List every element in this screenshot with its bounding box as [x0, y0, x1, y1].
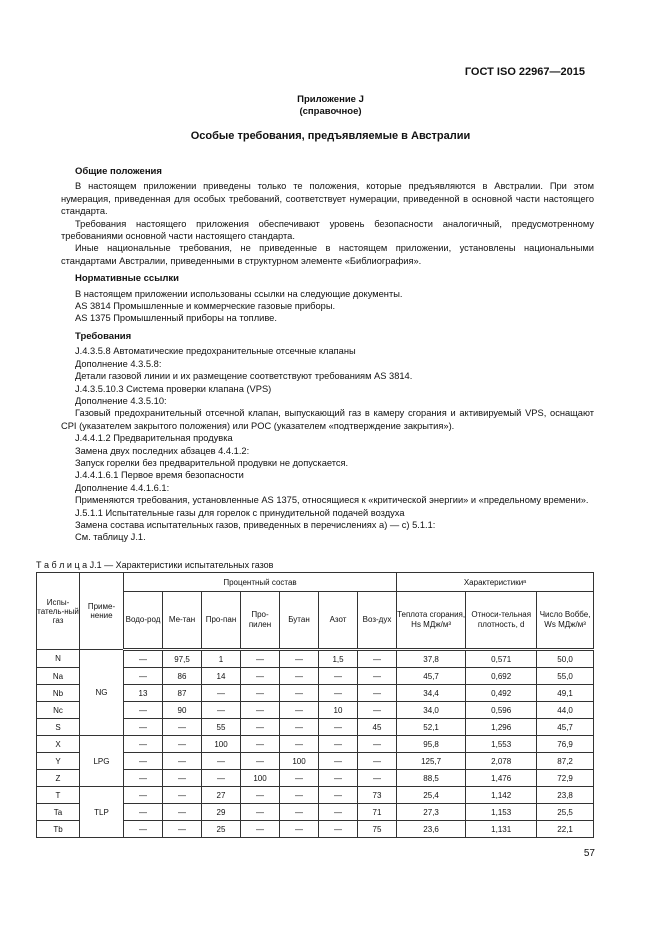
table-cell: Ta	[37, 804, 80, 821]
table-cell: 34,0	[397, 702, 466, 719]
paragraph: Замена двух последних абзацев 4.4.1.2:	[75, 445, 250, 456]
appendix-title: Приложение J	[297, 94, 364, 105]
table-cell: —	[319, 821, 358, 838]
table-cell: Nb	[37, 685, 80, 702]
table-cell: —	[280, 650, 319, 668]
table-cell: —	[124, 650, 163, 668]
standard-header: ГОСТ ISO 22967—2015	[464, 66, 585, 78]
table-row	[37, 650, 594, 668]
table-cell: 29	[202, 804, 241, 821]
paragraph: J.5.1.1 Испытательные газы для горелок с принудительной подачей воздуха	[75, 507, 405, 518]
section-heading: Нормативные ссылки	[75, 273, 179, 285]
table-cell: —	[124, 804, 163, 821]
header-component: Азот	[319, 592, 358, 650]
table-cell: 87	[163, 685, 202, 702]
table-cell: 45,7	[537, 719, 594, 736]
table-cell: 13	[124, 685, 163, 702]
table-cell: —	[280, 770, 319, 787]
table-cell: —	[241, 804, 280, 821]
table-cell: —	[358, 668, 397, 685]
table-cell: —	[124, 753, 163, 770]
table-cell: 100	[241, 770, 280, 787]
table-cell: —	[358, 650, 397, 668]
header-component: Про-пан	[202, 592, 241, 650]
table-cell: —	[358, 685, 397, 702]
table-cell: 1,131	[466, 821, 537, 838]
table-cell: 75	[358, 821, 397, 838]
paragraph: Применяются требования, установленные AS 1375, относящиеся к «критической энергии» и «предельному времени».	[75, 495, 589, 506]
table-cell: —	[280, 787, 319, 804]
table-cell: 88,5	[397, 770, 466, 787]
table-cell: S	[37, 719, 80, 736]
paragraph: AS 1375 Промышленный приборы на топливе.	[75, 313, 277, 324]
table-cell: 1	[202, 650, 241, 668]
table-cell: 55	[202, 719, 241, 736]
table-cell: 71	[358, 804, 397, 821]
table-cell: —	[319, 770, 358, 787]
paragraph: В настоящем приложении использованы ссылки на следующие документы.	[75, 288, 403, 299]
table-cell: 2,078	[466, 753, 537, 770]
header-application: Приме-нение	[80, 573, 124, 650]
table-cell: —	[163, 736, 202, 753]
table-cell: 76,9	[537, 736, 594, 753]
table-cell: 1,476	[466, 770, 537, 787]
paragraph: Детали газовой линии и их размещение соответствуют требованиям AS 3814.	[75, 371, 413, 382]
table-cell: 1,142	[466, 787, 537, 804]
header-component: Бутан	[280, 592, 319, 650]
table-cell: —	[241, 650, 280, 668]
table-cell: —	[241, 668, 280, 685]
paragraph: Запуск горелки без предварительной продувки не допускается.	[75, 457, 349, 468]
table-cell: —	[241, 787, 280, 804]
table-cell: —	[241, 736, 280, 753]
paragraph: Замена состава испытательных газов, приведенных в перечислениях а) — с) 5.1.1:	[75, 519, 436, 530]
paragraph: См. таблицу J.1.	[75, 532, 146, 543]
table-cell: —	[358, 753, 397, 770]
table-cell: 125,7	[397, 753, 466, 770]
table-cell: 0,571	[466, 650, 537, 668]
application-cell: LPG	[80, 736, 124, 787]
table-cell: T	[37, 787, 80, 804]
table-cell: —	[319, 668, 358, 685]
header-component: Ме-тан	[163, 592, 202, 650]
appendix-heading: Особые требования, предъявляемые в Австралии	[190, 130, 471, 142]
table-cell: Y	[37, 753, 80, 770]
table-cell: 1,553	[466, 736, 537, 753]
header-characteristic: Число Воббе, Ws МДж/м³	[537, 592, 594, 650]
table-cell: —	[163, 821, 202, 838]
paragraph: Газовый предохранительный отсечной клапан, выпускающий газ в камеру сгорания и активируемый VPS, оснащают CPI (указателем закрытого положения) или POC (указателем «подтверждение закрытия»).	[61, 408, 594, 431]
table-cell: 1,296	[466, 719, 537, 736]
paragraph: Дополнение 4.3.5.10:	[75, 395, 167, 406]
table-cell: 49,1	[537, 685, 594, 702]
table-cell: —	[124, 668, 163, 685]
test-gas-table	[36, 572, 594, 838]
table-cell: —	[358, 770, 397, 787]
table-cell: —	[202, 685, 241, 702]
paragraph: Иные национальные требования, не приведенные в настоящем приложении, установлены национальными стандартами Австралии, приведенными в структурном элементе «Библиография».	[61, 243, 594, 266]
paragraph: Дополнение 4.3.5.8:	[75, 358, 162, 369]
header-component: Воз-дух	[358, 592, 397, 650]
table-cell: 0,596	[466, 702, 537, 719]
table-cell: 52,1	[397, 719, 466, 736]
table-cell: —	[163, 770, 202, 787]
table-cell: N	[37, 650, 80, 668]
application-cell: TLP	[80, 787, 124, 838]
table-cell: —	[280, 685, 319, 702]
header-composition: Процентный состав	[124, 573, 397, 592]
page-number: 57	[583, 848, 595, 859]
table-cell: —	[319, 736, 358, 753]
table-cell: 100	[280, 753, 319, 770]
table-cell: —	[280, 804, 319, 821]
table-cell: 45	[358, 719, 397, 736]
table-cell: 97,5	[163, 650, 202, 668]
table-cell: —	[241, 719, 280, 736]
paragraph: В настоящем приложении приведены только те положения, которые предъявляются в Австралии. При этом нумерация, приведенная для особых требований, соответствует нумерации, приведенной в основной части настоящего стандарта.	[61, 181, 594, 217]
table-cell: —	[319, 719, 358, 736]
table-row	[37, 736, 594, 753]
header-characteristics: Характеристикиᵃ	[397, 573, 594, 592]
table-cell: Na	[37, 668, 80, 685]
table-cell: —	[358, 736, 397, 753]
header-component: Водо-род	[124, 592, 163, 650]
table-cell: —	[124, 736, 163, 753]
table-cell: —	[163, 804, 202, 821]
table-cell: —	[280, 702, 319, 719]
table-cell: 23,6	[397, 821, 466, 838]
paragraph: Дополнение 4.4.1.6.1:	[75, 482, 170, 493]
table-cell: 1,5	[319, 650, 358, 668]
table-cell: 0,692	[466, 668, 537, 685]
table-cell: 27	[202, 787, 241, 804]
table-cell: —	[202, 770, 241, 787]
table-cell: —	[163, 719, 202, 736]
table-cell: 25	[202, 821, 241, 838]
section-heading: Требования	[75, 330, 132, 342]
paragraph: J.4.3.5.8 Автоматические предохранительные отсечные клапаны	[75, 346, 356, 357]
table-cell: —	[124, 770, 163, 787]
table-cell: —	[202, 702, 241, 719]
table-cell: 25,4	[397, 787, 466, 804]
body-text	[61, 160, 594, 544]
table-cell: 87,2	[537, 753, 594, 770]
paragraph: Требования настоящего приложения обеспечивают уровень безопасности аналогичный, предусмотренному требованиями основной части настоящего стандарта.	[61, 218, 594, 242]
table-cell: —	[163, 753, 202, 770]
table-cell: —	[124, 821, 163, 838]
table-cell: —	[202, 753, 241, 770]
section-heading: Общие положения	[75, 166, 162, 177]
table-cell: 1,153	[466, 804, 537, 821]
header-characteristic: Теплота сгорания, Hs МДж/м³	[397, 592, 466, 650]
appendix-note: (справочное)	[299, 106, 362, 117]
table-cell: —	[280, 736, 319, 753]
table-cell: —	[319, 787, 358, 804]
table-cell: 50,0	[537, 650, 594, 668]
table-cell: —	[241, 685, 280, 702]
application-cell: NG	[80, 650, 124, 736]
table-cell: —	[280, 719, 319, 736]
table-cell: —	[124, 787, 163, 804]
header-characteristic: Относи-тельная плотность, d	[466, 592, 537, 650]
table-cell: —	[124, 719, 163, 736]
table-cell: —	[280, 821, 319, 838]
table-cell: 100	[202, 736, 241, 753]
table-cell: 10	[319, 702, 358, 719]
table-cell: 0,492	[466, 685, 537, 702]
table-cell: —	[358, 702, 397, 719]
table-cell: —	[241, 702, 280, 719]
table-cell: —	[319, 753, 358, 770]
table-cell: 45,7	[397, 668, 466, 685]
table-cell: —	[319, 804, 358, 821]
table-cell: 25,5	[537, 804, 594, 821]
table-cell: 23,8	[537, 787, 594, 804]
table-cell: Tb	[37, 821, 80, 838]
table-cell: 55,0	[537, 668, 594, 685]
header-component: Про-пилен	[241, 592, 280, 650]
table-cell: 37,8	[397, 650, 466, 668]
table-cell: —	[124, 702, 163, 719]
table-cell: —	[280, 668, 319, 685]
table-cell: 14	[202, 668, 241, 685]
table-cell: Z	[37, 770, 80, 787]
table-cell: —	[241, 753, 280, 770]
paragraph: J.4.4.1.6.1 Первое время безопасности	[75, 470, 244, 481]
table-row	[37, 787, 594, 804]
table-cell: 34,4	[397, 685, 466, 702]
table-cell: —	[241, 821, 280, 838]
table-cell: —	[319, 685, 358, 702]
table-cell: —	[163, 787, 202, 804]
table-cell: X	[37, 736, 80, 753]
table-cell: Nc	[37, 702, 80, 719]
table-cell: 90	[163, 702, 202, 719]
table-cell: 22,1	[537, 821, 594, 838]
table-cell: 73	[358, 787, 397, 804]
paragraph: AS 3814 Промышленные и коммерческие газовые приборы.	[75, 301, 336, 312]
table-cell: 95,8	[397, 736, 466, 753]
table-cell: 44,0	[537, 702, 594, 719]
paragraph: J.4.4.1.2 Предварительная продувка	[75, 433, 233, 444]
paragraph: J.4.3.5.10.3 Система проверки клапана (VPS)	[75, 383, 272, 394]
table-cell: 27,3	[397, 804, 466, 821]
table-cell: 86	[163, 668, 202, 685]
table-caption: Т а б л и ц а J.1 — Характеристики испытательных газов	[36, 560, 274, 570]
table-cell: 72,9	[537, 770, 594, 787]
header-gas: Испы-татель-ный газ	[37, 573, 80, 650]
